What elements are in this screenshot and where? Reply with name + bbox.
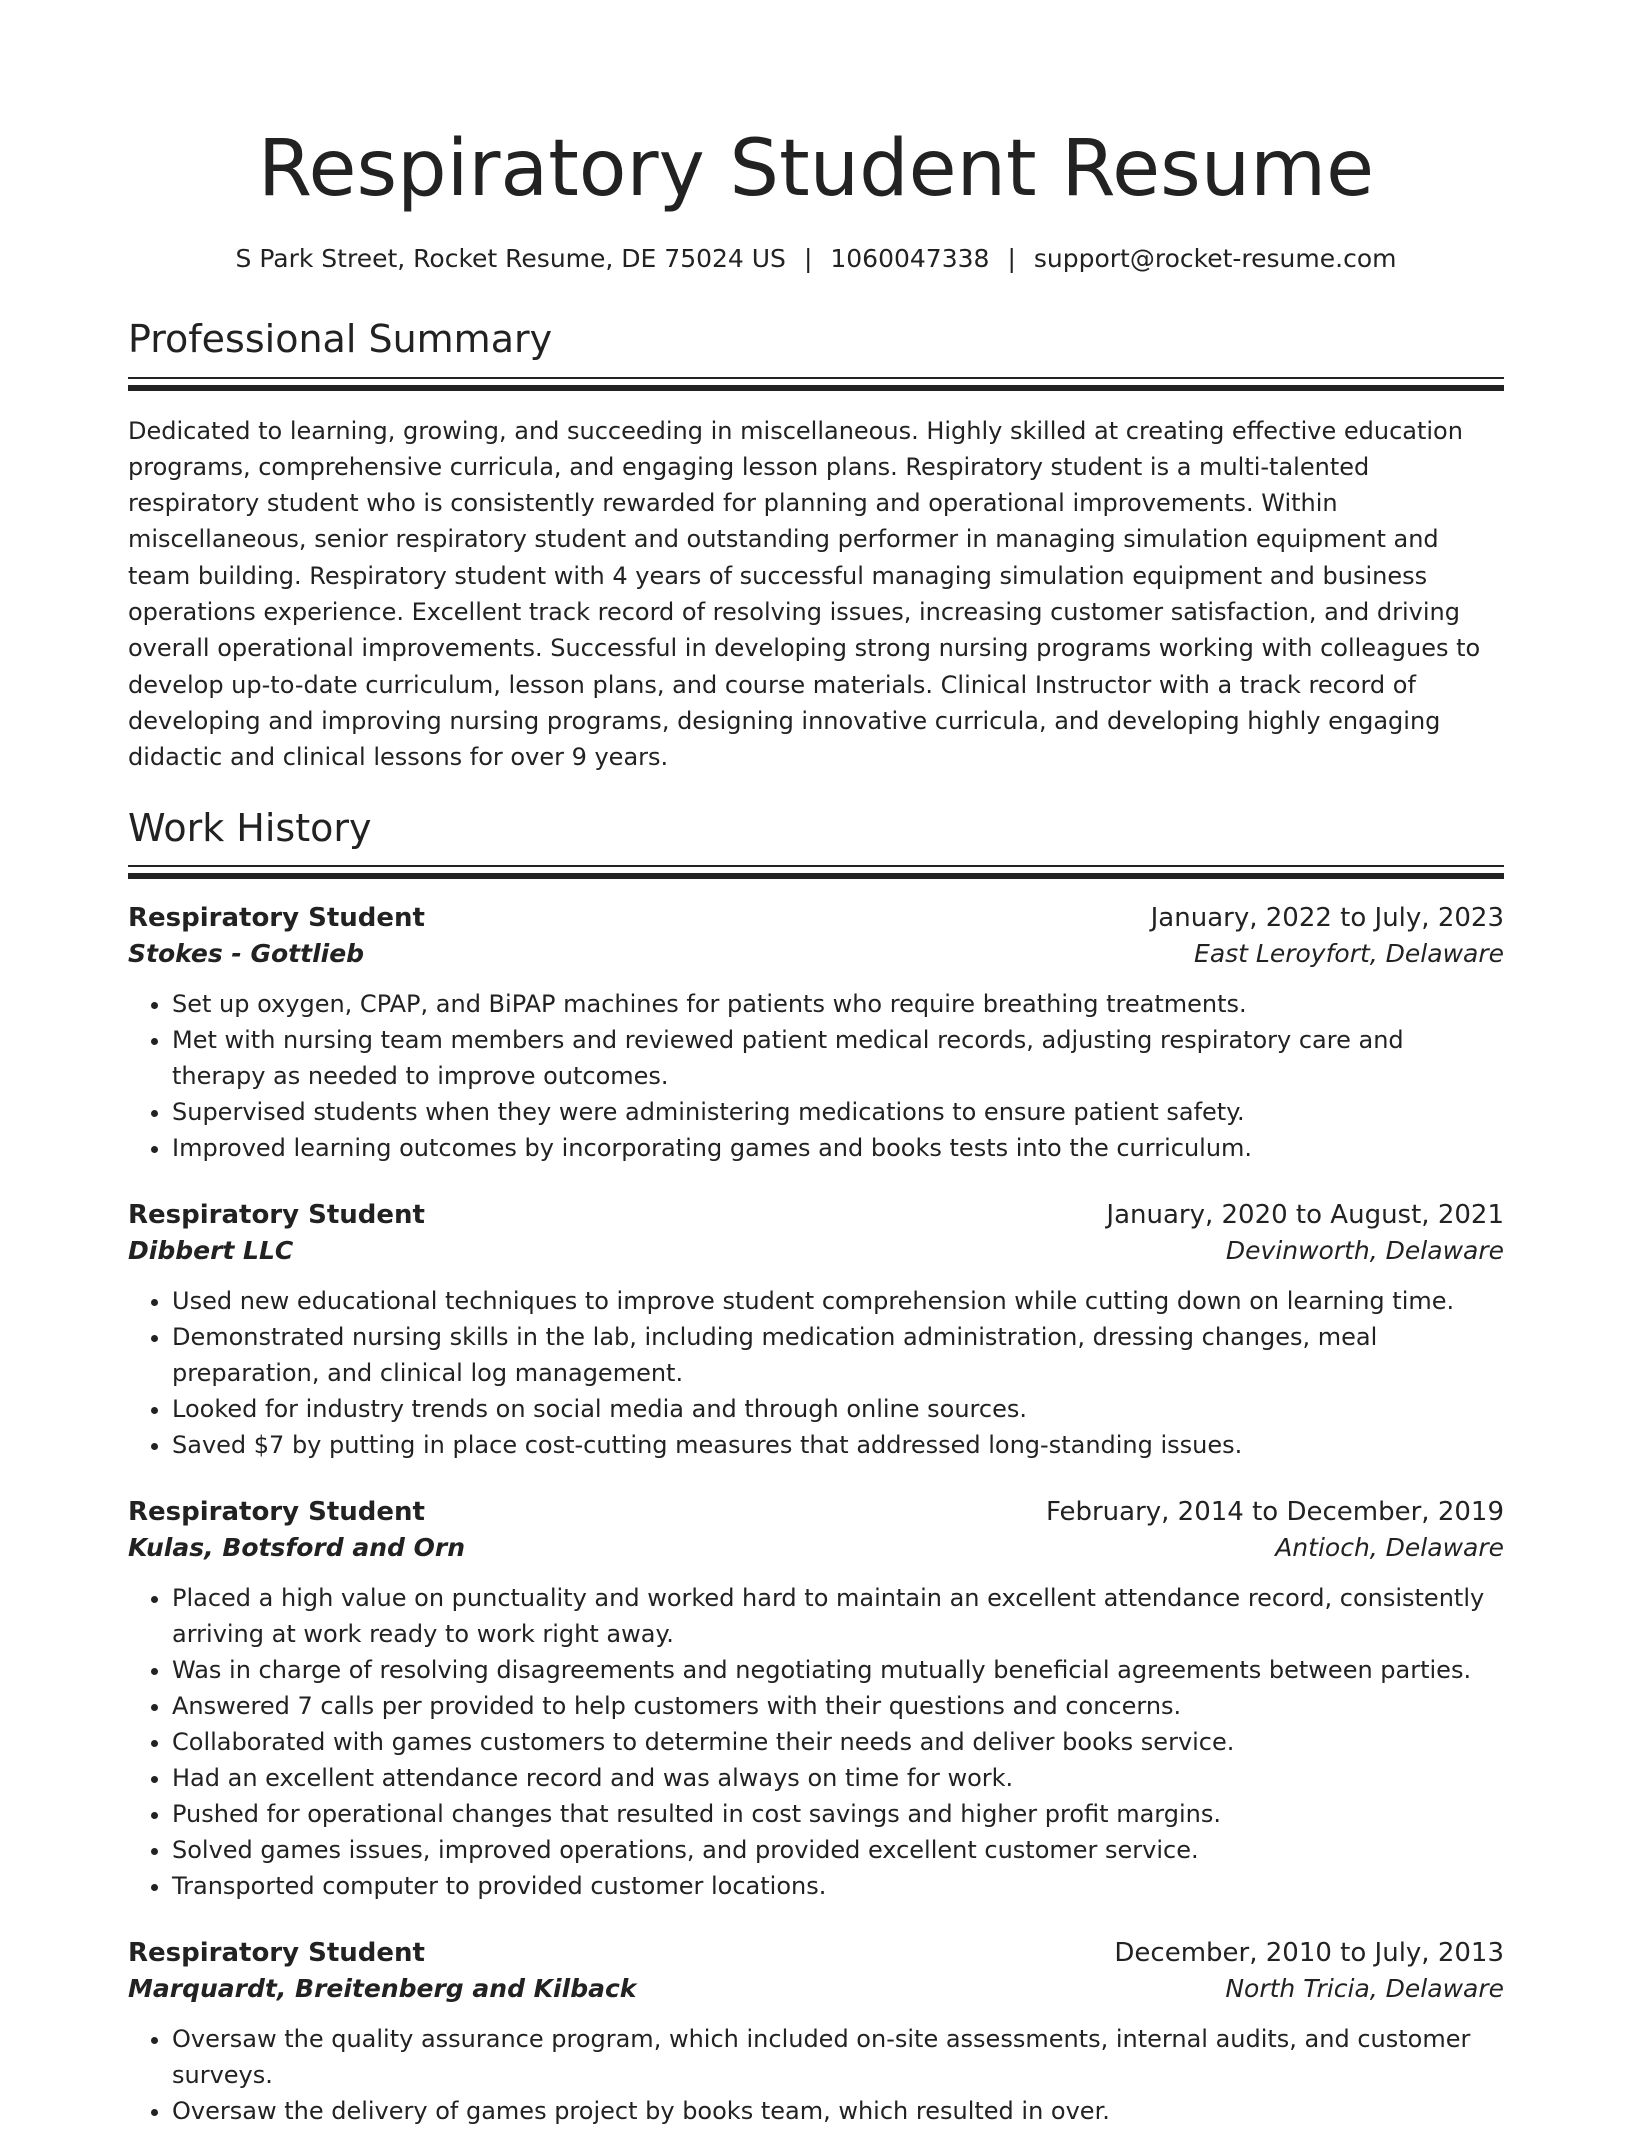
list-item: • Oversaw the delivery of games project by books team, which resulted in over. <box>172 2093 1504 2129</box>
job-entry <box>128 1200 1504 1463</box>
list-item: • Had an excellent attendance record and was always on time for work. <box>172 1760 1504 1796</box>
summary-text: Dedicated to learning, growing, and succeeding in miscellaneous. Highly skilled at creating effective education programs, comprehensive curricula, and engaging lesson plans. Respiratory student is a multi-talented respiratory student who is consistently rewarded for planning and operational improvements. Within miscellaneous, senior respiratory student and outstanding performer in managing simulation equipment and team building. Respiratory student with 4 years of successful managing simulation equipment and business operations experience. Excellent track record of resolving issues, increasing customer satisfaction, and driving overall operational improvements. Successful in developing strong nursing programs working with colleagues to develop up-to-date curriculum, lesson plans, and course materials. Clinical Instructor with a track record of developing and improving nursing programs, designing innovative curricula, and developing highly engaging didactic and clinical lessons for over 9 years. <box>128 416 1481 772</box>
list-item: • Collaborated with games customers to determine their needs and deliver books service. <box>172 1724 1504 1760</box>
contact-separator: | <box>1007 244 1016 273</box>
job-entry <box>128 903 1504 1166</box>
list-item: • Met with nursing team members and reviewed patient medical records, adjusting respiratory care and therapy as needed to improve outcomes. <box>172 1022 1504 1094</box>
list-item: • Solved games issues, improved operations, and provided excellent customer service. <box>172 1832 1504 1868</box>
list-item: • Used new educational techniques to improve student comprehension while cutting down on learning time. <box>172 1283 1504 1319</box>
job-bullets <box>128 2021 1504 2129</box>
page-title: Respiratory Student Resume <box>257 124 1375 214</box>
job-dates: December, 2010 to July, 2013 <box>1114 1938 1504 1969</box>
job-bullets <box>128 1283 1504 1463</box>
job-bullets <box>128 986 1504 1166</box>
job-dates: January, 2022 to July, 2023 <box>1150 903 1504 934</box>
job-location: Devinworth, Delaware <box>1225 1236 1504 1266</box>
job-title: Respiratory Student <box>128 1200 425 1231</box>
list-item: • Supervised students when they were administering medications to ensure patient safety. <box>172 1094 1504 1130</box>
contact-email: support@rocket-resume.com <box>1033 244 1397 273</box>
list-item: • Was in charge of resolving disagreements and negotiating mutually beneficial agreements between parties. <box>172 1652 1504 1688</box>
section-heading: Professional Summary <box>128 317 553 361</box>
contact-address: S Park Street, Rocket Resume, DE 75024 US <box>235 244 786 273</box>
contact-separator: | <box>803 244 813 273</box>
section-heading: Work History <box>128 805 372 850</box>
job-company: Dibbert LLC <box>128 1236 294 1266</box>
job-company: Stokes - Gottlieb <box>128 939 365 969</box>
list-item: • Saved $7 by putting in place cost-cutting measures that addressed long-standing issues. <box>172 1427 1504 1463</box>
list-item: • Placed a high value on punctuality and worked hard to maintain an excellent attendance record, consistently arriving at work ready to work right away. <box>172 1580 1504 1652</box>
section-divider <box>128 377 1504 391</box>
job-title: Respiratory Student <box>128 1497 425 1528</box>
list-item: • Demonstrated nursing skills in the lab, including medication administration, dressing changes, meal preparation, and clinical log management. <box>172 1319 1504 1391</box>
list-item: • Improved learning outcomes by incorporating games and books tests into the curriculum. <box>172 1130 1504 1166</box>
list-item: • Pushed for operational changes that resulted in cost savings and higher profit margins. <box>172 1796 1504 1832</box>
job-company: Marquardt, Breitenberg and Kilback <box>128 1974 637 2004</box>
job-bullets <box>128 1580 1504 1904</box>
list-item: • Looked for industry trends on social media and through online sources. <box>172 1391 1504 1427</box>
job-title: Respiratory Student <box>128 1938 425 1969</box>
list-item: • Oversaw the quality assurance program, which included on-site assessments, internal audits, and customer surveys. <box>172 2021 1504 2093</box>
job-location: North Tricia, Delaware <box>1225 1974 1504 2004</box>
contact-phone: 1060047338 <box>830 244 990 273</box>
job-entry <box>128 1497 1504 1904</box>
list-item: • Set up oxygen, CPAP, and BiPAP machines for patients who require breathing treatments. <box>172 986 1504 1022</box>
job-entry <box>128 1938 1504 2129</box>
work-history-section <box>128 806 1504 2129</box>
job-title: Respiratory Student <box>128 903 425 934</box>
job-location: East Leroyfort, Delaware <box>1194 939 1504 969</box>
contact-line <box>128 244 1504 273</box>
professional-summary-section <box>128 317 1504 776</box>
job-location: Antioch, Delaware <box>1275 1533 1504 1563</box>
job-dates: February, 2014 to December, 2019 <box>1045 1497 1504 1528</box>
section-divider <box>128 865 1504 879</box>
job-dates: January, 2020 to August, 2021 <box>1106 1200 1504 1231</box>
list-item: • Transported computer to provided customer locations. <box>172 1868 1504 1904</box>
job-company: Kulas, Botsford and Orn <box>128 1533 466 1563</box>
list-item: • Answered 7 calls per provided to help customers with their questions and concerns. <box>172 1688 1504 1724</box>
